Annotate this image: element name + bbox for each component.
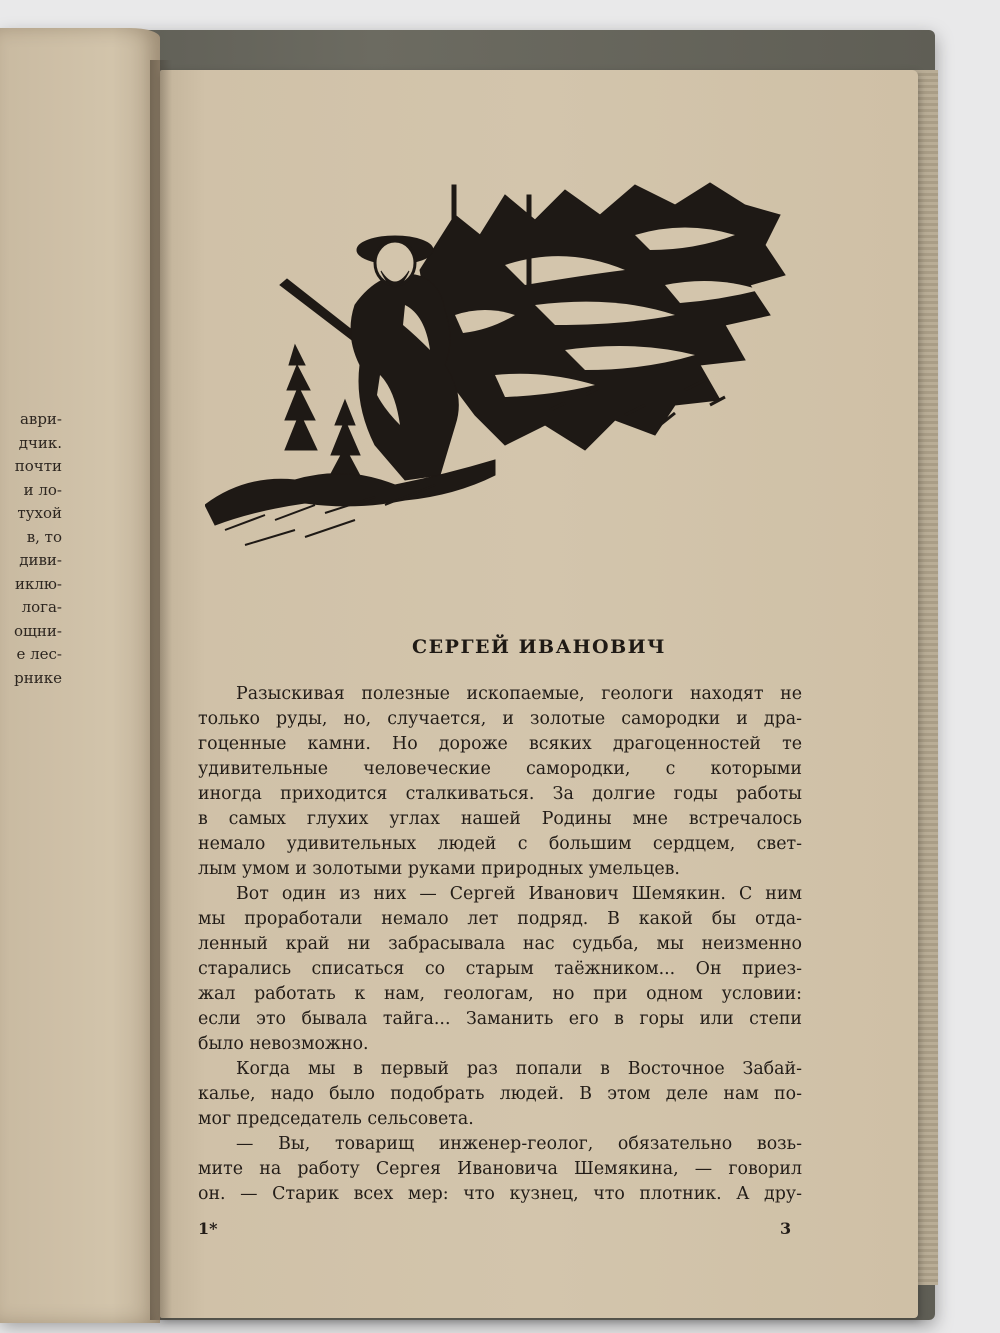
hunter-figure <box>351 274 458 480</box>
text-line: — Вы, товарищ инженер-геолог, обязательно возь- <box>236 1134 802 1154</box>
small-fir-tree <box>285 345 317 450</box>
text-line: мог председатель сельсовета. <box>198 1109 474 1129</box>
text-line: он. — Старик всех мер: что кузнец, что плотник. А дру- <box>198 1184 802 1204</box>
text-line: Вот один из них — Сергей Иванович Шемякин. С ним <box>236 884 802 904</box>
left-page-fragment: е лес- <box>16 645 62 663</box>
printer-signature-mark: 1* <box>198 1219 218 1238</box>
left-page-fragment: в, то <box>26 527 62 546</box>
text-line: старались списаться со старым таёжником... Он приез- <box>198 959 802 979</box>
text-line: калье, надо было подобрать людей. В этом деле нам по- <box>198 1084 802 1104</box>
text-line: мы проработали немало лет подряд. В какой бы отда- <box>198 909 802 929</box>
left-page-fragment: ощни- <box>13 621 62 640</box>
text-line: ленный край ни забрасывала нас судьба, мы неизменно <box>198 934 802 954</box>
text-line: только руды, но, случается, и золотые самородки и дра- <box>198 709 802 729</box>
text-line: было невозможно. <box>198 1034 369 1054</box>
left-page-fragment: аври- <box>19 410 62 428</box>
left-page-fragment: диви- <box>19 551 62 569</box>
body-text <box>198 682 802 1207</box>
small-fir-tree <box>325 400 365 485</box>
left-page-fragment: тухой <box>17 504 62 522</box>
text-line: Когда мы в первый раз попали в Восточное Забай- <box>236 1059 802 1079</box>
text-line: мите на работу Сергея Ивановича Шемякина, — говорил <box>198 1159 802 1179</box>
left-page-fragment: иклю- <box>14 574 62 593</box>
text-line: иногда приходится сталкиваться. За долгие годы работы <box>198 784 802 804</box>
text-line: удивительные человеческие самородки, с которыми <box>198 759 802 779</box>
left-page <box>0 28 160 1323</box>
text-line: немало удивительных людей с большим сердцем, свет- <box>198 834 802 854</box>
text-line: гоценные камни. Но дороже всяких драгоценностей те <box>198 734 802 754</box>
book-gutter-shadow <box>150 60 172 1320</box>
text-line: лым умом и золотыми руками природных умельцев. <box>198 859 680 879</box>
left-page-fragment: лога- <box>21 598 62 616</box>
left-page-fragment: почти <box>14 457 62 475</box>
hunter-illustration <box>205 175 790 565</box>
text-line: жал работать к нам, геологам, но при одном условии: <box>198 984 802 1004</box>
chapter-title: СЕРГЕЙ ИВАНОВИЧ <box>412 636 666 658</box>
text-line: Разыскивая полезные ископаемые, геологи находят не <box>236 684 802 704</box>
left-page-fragment: и ло- <box>23 480 62 499</box>
left-page-fragment: дчик. <box>18 433 62 452</box>
left-page-fragment: рнике <box>14 668 62 687</box>
text-line: если это бывала тайга... Заманить его в горы или степи <box>198 1009 802 1029</box>
page-number: 3 <box>780 1219 792 1238</box>
text-line: в самых глухих углах нашей Родины мне встречалось <box>198 809 802 829</box>
left-page-text-fragments <box>0 408 62 690</box>
